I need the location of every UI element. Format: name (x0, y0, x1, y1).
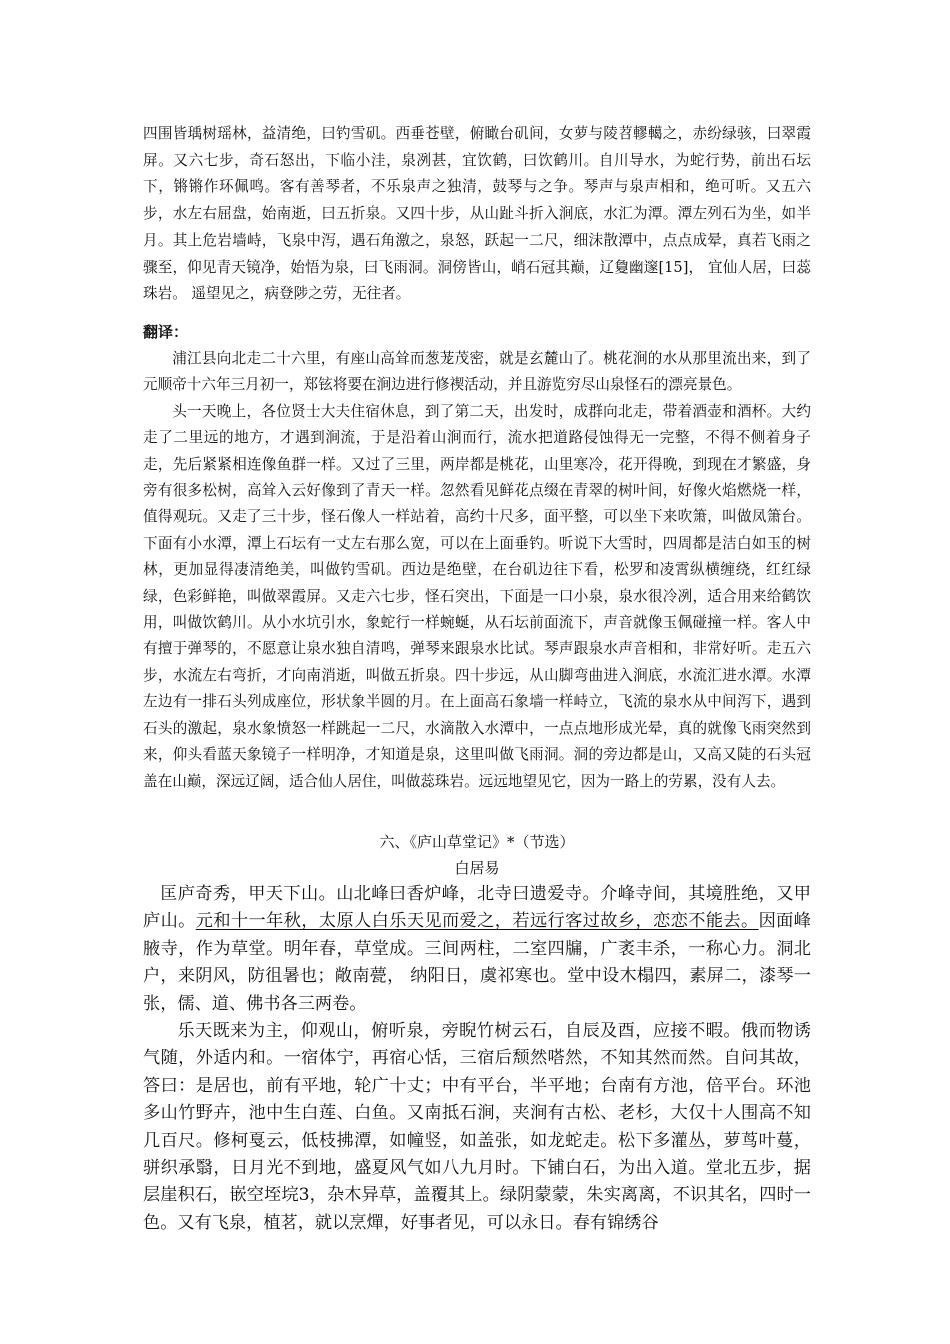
classical-paragraph-2: 乐天既来为主，仰观山，俯听泉，旁睨竹树云石，自辰及酉，应接不暇。俄而物诱气随，外适内和。一宿体宁，再宿心恬，三宿后颓然嗒然，不知其然而然。自问其故，答曰：是居也，前有平地，轮广十丈；中有平台，半平地；台南有方池，倍平台。环池多山竹野卉，池中生白莲、白鱼。又南抵石涧，夹涧有古松、老杉，大仅十人围高不知几百尺。修柯戛云，低枝拂潭，如幢竖，如盖张，如龙蛇走。松下多灌丛，萝茑叶蔓，骈织承翳，日月光不到地，盛夏风气如八九月时。下铺白石，为出入道。堂北五步，据层崖积石，嵌空垤垸3，杂木异草，盖覆其上。绿阴蒙蒙，朱实离离，不识其名，四时一色。又有飞泉，植茗，就以烹燀，好事者见，可以永日。春有锦绣谷 (143, 1021, 811, 1233)
translation-heading: 翻译： (143, 323, 189, 341)
translation-paragraph-2: 头一天晚上，各位贤士大夫住宿休息，到了第二天，出发时，成群向北走，带着酒壶和酒杯。大约走了二里远的地方，才遇到涧流，于是沿着山涧而行，流水把道路侵蚀得无一完整，不得不侧着身子走，先后紧紧相连像鱼群一样。又过了三里，两岸都是桃花，山里寒冷，花开得晚，到现在才繁盛，身旁有很多松树，高耸入云好像到了青天一样。忽然看见鲜花点缀在青翠的树叶间，好像火焰燃烧一样，值得观玩。又走了三十步，怪石像人一样站着，高约十尺多，面平整，可以坐下来吹箫，叫做凤箫台。下面有小水潭，潭上石坛有一丈左右那么宽，可以在上面垂钓。听说下大雪时，四周都是洁白如玉的树林，更加显得凄清绝美，叫做钓雪矶。西边是绝壁，在台矶边往下看，松罗和凌霄纵横缠绕，红红绿绿，色彩鲜艳，叫做翠霞屏。又走六七步，怪石突出，下面是一口小泉，泉水很冷冽，适合用来给鹤饮用，叫做饮鹤川。从小水坑引水，象蛇行一样蜿蜒，从石坛前面流下，声音就像玉佩碰撞一样。客人中有擅于弹琴的，不愿意让泉水独自清鸣，弹琴来跟泉水比试。琴声跟泉水声音相和，非常好听。走五六步，水流左右弯折，才向南消逝，叫做五折泉。四十步远，从山脚弯曲进入涧底，水流汇进水潭。水潭左边有一排石头列成座位，形状象半圆的月。在上面高石象墙一样峙立，飞流的泉水从中间泻下，遇到石头的激起，泉水象愤怒一样跳起一二尺，水滴散入水潭中，一点点地形成光晕，真的就像飞雨突然到来，仰头看蓝天象镜子一样明净，才知道是泉，这里叫做飞雨洞。洞的旁边都是山，又高又陡的石头冠盖在山巅，深远辽阔，适合仙人居住，叫做蕊珠岩。远远地望见它，因为一路上的劳累，没有人去。 (143, 402, 811, 790)
author: 白居易 (454, 859, 500, 877)
classical-paragraph-1 (143, 881, 811, 1018)
intro-paragraph: 四围皆瑀树瑶林，益清绝，曰钓雪矶。西垂苍壁，俯瞰台矶间，女萝与陵苕轇轕之，赤纷绿骇，曰翠霞屏。又六七步，奇石怒出，下临小洼，泉冽甚，宜饮鹤，曰饮鹤川。自川导水，为蛇行势，前出石坛下，锵锵作环佩鸣。客有善琴者，不乐泉声之独清，鼓琴与之争。琴声与泉声相和，绝可听。又五六步，水左右屈盘，始南逝，曰五折泉。又四十步，从山趾斗折入涧底，水汇为潭。潭左列石为坐，如半月。其上危岩墙峙，飞泉中泻，遇石角激之，泉怒，跃起一二尺，细沫散潭中，点点成晕，真若飞雨之骤至，仰见青天镜净，始悟为泉，曰飞雨洞。洞傍皆山，峭石冠其巅，辽敻幽邃[15]， 宜仙人居，曰蕊珠岩。 遥望见之，病登陟之劳，无往者。 (143, 125, 811, 303)
section-title: 六、《庐山草堂记》*（节选） (379, 833, 575, 851)
translation-paragraph-1: 浦江县向北走二十六里，有座山高耸而葱茏茂密，就是玄麓山了。桃花涧的水从那里流出来，到了元顺帝十六年三月初一，郑铉将要在涧边进行修禊活动，并且游览穷尽山泉怪石的漂亮景色。 (143, 350, 811, 394)
classical-text-segment: 因面峰腋寺，作为草堂。明年春，草堂成。三间两柱，二室四牖，广袤丰杀，一称心力。洞北户，来阴风，防徂暑也；敞南甍， 纳阳日，虞祁寒也。堂中设木榻四，素屏二，漆琴一张，儒、道、佛书各三两卷。 (143, 911, 811, 1014)
classical-text-body (143, 881, 811, 1237)
underlined-sentence: 元和十一年秋，太原人白乐天见而爱之，若远行客过故乡，恋恋不能去。 (195, 911, 759, 932)
translation-body (143, 346, 811, 795)
classical-text-segment: 匡庐奇秀，甲天下山。山北峰曰香炉峰，北寺曰遗爱寺。介峰寺间，其境胜绝，又甲庐山。 (143, 884, 811, 932)
